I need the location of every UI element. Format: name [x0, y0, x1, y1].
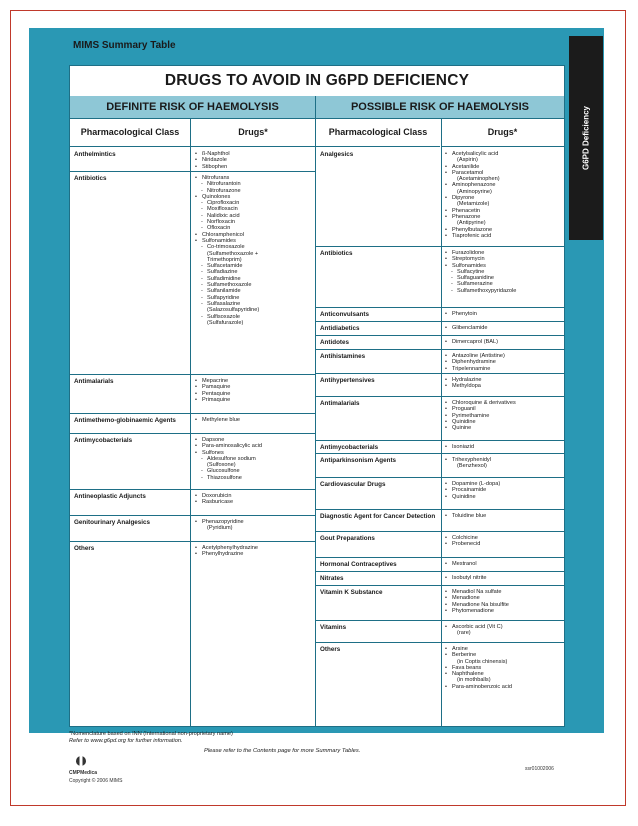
- drug-item: • Mestranol: [445, 561, 477, 567]
- pharmacological-class: Antiparkinsonism Agents: [320, 457, 397, 464]
- drug-item: • Phenazopyridine: [195, 519, 244, 525]
- logo-text: CMPMedica: [69, 770, 98, 776]
- drug-item: • Tripelennamine: [445, 366, 505, 372]
- drug-item: (Pyridium): [207, 525, 233, 532]
- drug-list: [445, 377, 482, 390]
- side-tab-label: G6PD Deficiency: [581, 105, 591, 171]
- drug-list: [195, 378, 230, 403]
- drug-item: - Sulfadiazine: [195, 269, 259, 275]
- drug-item: • Niridazole: [195, 157, 230, 163]
- pharmacological-class: Nitrates: [320, 575, 344, 582]
- drug-item: • Naphthalene: [445, 671, 512, 677]
- document-code: ssr01002006: [525, 766, 554, 772]
- drug-item: (Sulfamethoxazole +: [207, 250, 259, 257]
- drug-item: (Acetaminophen): [457, 176, 500, 183]
- drug-item: (Metamizole): [457, 201, 490, 208]
- g6pd-drug-table: [69, 65, 565, 727]
- pharmacological-class: Vitamins: [320, 624, 347, 631]
- pharmacological-class: Antidotes: [320, 339, 350, 346]
- drug-item: - Ciprofloxacin: [195, 200, 259, 206]
- drug-item: • Para-aminosalicylic acid: [195, 443, 262, 449]
- drug-item: • Pamaquine: [195, 384, 230, 390]
- drug-item: • Berberine: [445, 652, 512, 658]
- drug-item: • Menadione: [445, 595, 509, 601]
- drug-item: • Dapsone: [195, 437, 262, 443]
- drug-item: • Sulfonamides: [445, 263, 516, 269]
- drug-item: - Sulfamethoxazole: [195, 282, 259, 288]
- pharmacological-class: Antihypertensives: [320, 377, 375, 384]
- drug-item: • Doxorubicin: [195, 493, 233, 499]
- drug-item: • Sulfonamides: [195, 238, 259, 244]
- pharmacological-class: Antimalarials: [74, 378, 114, 385]
- drug-list: [445, 457, 491, 470]
- drug-item: • Isobutyl nitrite: [445, 575, 487, 581]
- cmpmedica-logo: [67, 754, 107, 778]
- pharmacological-class: Antimethemo-globinaemic Agents: [74, 417, 176, 424]
- drug-item: • Dimercaprol (BAL): [445, 339, 498, 345]
- drug-item: (Aspirin): [457, 157, 478, 164]
- drug-item: - Nitrofurazone: [195, 188, 259, 194]
- drug-item: • Mepacrine: [195, 378, 230, 384]
- footnote-reference-link[interactable]: Refer to www.g6pd.org for further information.: [69, 737, 183, 744]
- drug-list: [445, 646, 512, 690]
- drug-item: • Acetanilide: [445, 164, 500, 170]
- drug-item: - Sulfacetamide: [195, 263, 259, 269]
- drug-item: - Glucosulfone: [195, 468, 262, 474]
- copyright-text: Copyright © 2006 MIMS: [69, 778, 123, 784]
- drug-list: [445, 151, 500, 239]
- footnote-nomenclature: *Nomenclature based on INN (International non-proprietary name): [69, 731, 233, 737]
- table-row: [70, 172, 315, 375]
- drug-item: • Paracetamol: [445, 170, 500, 176]
- table-title: DRUGS TO AVOID IN G6PD DEFICIENCY: [70, 66, 564, 97]
- pharmacological-class: Genitourinary Analgesics: [74, 519, 151, 526]
- drug-item: • Methylene blue: [195, 417, 240, 423]
- drug-list: [445, 589, 509, 614]
- drug-item: • Streptomycin: [445, 256, 516, 262]
- pharmacological-class: Analgesics: [320, 151, 354, 158]
- contents-note: Please refer to the Contents page for more Summary Tables.: [204, 748, 361, 754]
- drug-item: • Sulfones: [195, 450, 262, 456]
- drug-item: - Sulfapyridine: [195, 295, 259, 301]
- drug-list: [445, 400, 516, 431]
- drug-item: - Sulfamethoxypyridazole: [445, 288, 516, 294]
- pharmacological-class: Antihistamines: [320, 353, 366, 360]
- drug-item: • Menadiol Na sulfate: [445, 589, 509, 595]
- drug-item: • Trihexyphenidyl: [445, 457, 491, 463]
- drug-list: [445, 311, 477, 317]
- drug-item: (in Coptis chinensis): [457, 658, 508, 665]
- drug-item: - Sulfaguanidine: [445, 275, 516, 281]
- drug-item: • Hydralazine: [445, 377, 482, 383]
- drug-list: [445, 513, 486, 519]
- drug-item: • Phytomenadione: [445, 608, 509, 614]
- drug-item: Trimethoprim): [207, 256, 242, 263]
- drug-item: • Acetylphenylhydrazine: [195, 545, 258, 551]
- drug-list: [445, 561, 477, 567]
- drug-item: (rare): [457, 630, 471, 637]
- drug-list: [445, 624, 503, 637]
- drug-item: • Menadione Na bisulfite: [445, 602, 509, 608]
- drug-item: - Nalidixic acid: [195, 213, 259, 219]
- drug-item: • Quinidine: [445, 419, 516, 425]
- drug-item: - Sulfisoxazole: [195, 314, 259, 320]
- pharmacological-class: Antimycobacterials: [320, 444, 379, 451]
- drug-item: • Dopamine (L-dopa): [445, 481, 500, 487]
- drug-list: [445, 535, 480, 548]
- drug-item: - Norfloxacin: [195, 219, 259, 225]
- drug-item: • Quinolones: [195, 194, 259, 200]
- drug-item: (Sulfafurazole): [207, 319, 244, 326]
- drug-item: • Acetylsalicylic acid: [445, 151, 500, 157]
- table-row: [70, 542, 315, 728]
- pharmacological-class: Antidiabetics: [320, 325, 360, 332]
- drug-item: • Aminophenazone: [445, 182, 500, 188]
- drug-item: (Antipyrine): [457, 220, 486, 227]
- drug-list: [445, 575, 487, 581]
- pharmacological-class: Anthelmintics: [74, 151, 116, 158]
- drug-item: • Phenylbutazone: [445, 227, 500, 233]
- drug-list: [195, 545, 258, 558]
- drug-item: • Fava beans: [445, 665, 512, 671]
- drug-item: • Phenytoin: [445, 311, 477, 317]
- right-class-column-header: Pharmacological Class: [316, 118, 440, 147]
- drug-item: • Primaquine: [195, 397, 230, 403]
- page-header-title: MIMS Summary Table: [73, 40, 176, 51]
- drug-list: [195, 493, 233, 506]
- pharmacological-class: Antimalarials: [320, 400, 360, 407]
- drug-item: • Colchicine: [445, 535, 480, 541]
- drug-item: • Chloroquine & derivatives: [445, 400, 516, 406]
- drug-item: • Quinidine: [445, 494, 500, 500]
- drug-list: [445, 353, 505, 372]
- drug-list: [445, 481, 500, 500]
- drug-item: • Phenazone: [445, 214, 500, 220]
- drug-item: - Sulfamerazine: [445, 281, 516, 287]
- drug-list: [195, 175, 259, 326]
- drug-item: • Antazoline (Antistine): [445, 353, 505, 359]
- drug-item: • Pentaquine: [195, 391, 230, 397]
- drug-list: [195, 151, 230, 170]
- drug-item: • Stibophen: [195, 164, 230, 170]
- left-class-column-header: Pharmacological Class: [70, 118, 190, 147]
- drug-item: • Methyldopa: [445, 383, 482, 389]
- drug-item: - Sulfasalazine: [195, 301, 259, 307]
- drug-item: • Nitrofurans: [195, 175, 259, 181]
- drug-list: [445, 325, 487, 331]
- possible-risk-heading: POSSIBLE RISK OF HAEMOLYSIS: [316, 96, 564, 119]
- drug-item: • Probenecid: [445, 541, 480, 547]
- drug-item: - Sulfanilamide: [195, 288, 259, 294]
- drug-item: • Chloramphenicol: [195, 232, 259, 238]
- right-drugs-column-header: Drugs*: [441, 118, 564, 147]
- drug-item: • Isoniazid: [445, 444, 474, 450]
- left-drugs-column-header: Drugs*: [191, 118, 315, 147]
- drug-item: • Diphenhydramine: [445, 359, 505, 365]
- drug-item: - Thiazosulfone: [195, 475, 262, 481]
- drug-item: • Furazolidone: [445, 250, 516, 256]
- drug-item: (Aminopyrine): [457, 188, 492, 195]
- table-row: [316, 643, 564, 736]
- drug-item: - Aldesulfone sodium: [195, 456, 262, 462]
- drug-item: • ß-Naphthol: [195, 151, 230, 157]
- drug-item: - Ofloxacin: [195, 225, 259, 231]
- pharmacological-class: Others: [74, 545, 95, 552]
- pharmacological-class: Diagnostic Agent for Cancer Detection: [320, 513, 436, 520]
- drug-list: [445, 339, 498, 345]
- drug-list: [195, 519, 244, 532]
- pharmacological-class: Antineoplastic Adjuncts: [74, 493, 146, 500]
- drug-item: (Benzhexol): [457, 463, 487, 470]
- drug-item: • Pyrimethamine: [445, 413, 516, 419]
- pharmacological-class: Antibiotics: [320, 250, 353, 257]
- pharmacological-class: Hormonal Contraceptives: [320, 561, 397, 568]
- drug-item: • Para-aminobenzoic acid: [445, 684, 512, 690]
- drug-item: - Co-trimoxazole: [195, 244, 259, 250]
- footnote: [69, 731, 233, 744]
- section-side-tab: [569, 36, 603, 240]
- drug-list: [445, 444, 474, 450]
- pharmacological-class: Antimycobacterials: [74, 437, 133, 444]
- definite-risk-heading: DEFINITE RISK OF HAEMOLYSIS: [70, 96, 315, 119]
- drug-item: (Sulfoxone): [207, 462, 236, 469]
- drug-item: - Moxifloxacin: [195, 206, 259, 212]
- drug-item: (in mothballs): [457, 677, 491, 684]
- drug-item: - Nitrofurantoin: [195, 181, 259, 187]
- pharmacological-class: Antibiotics: [74, 175, 107, 182]
- drug-item: • Toluidine blue: [445, 513, 486, 519]
- drug-item: • Proguanil: [445, 406, 516, 412]
- drug-item: • Arsine: [445, 646, 512, 652]
- drug-item: • Phenylhydrazine: [195, 551, 258, 557]
- table-row: [316, 148, 564, 247]
- drug-item: • Procainamide: [445, 487, 500, 493]
- drug-item: (Salazosulfapyridine): [207, 307, 260, 314]
- drug-list: [195, 437, 262, 481]
- drug-item: • Dipyrone: [445, 195, 500, 201]
- pharmacological-class: Cardiovascular Drugs: [320, 481, 386, 488]
- drug-list: [195, 417, 240, 423]
- drug-list: [445, 250, 516, 294]
- pharmacological-class: Vitamin K Substance: [320, 589, 383, 596]
- drug-item: • Rasburicase: [195, 499, 233, 505]
- pharmacological-class: Others: [320, 646, 341, 653]
- pharmacological-class: Gout Preparations: [320, 535, 375, 542]
- drug-item: • Tiaprofenic acid: [445, 233, 500, 239]
- pharmacological-class: Anticonvulsants: [320, 311, 369, 318]
- drug-item: • Glibenclamide: [445, 325, 487, 331]
- drug-item: • Phenacetin: [445, 208, 500, 214]
- drug-item: • Quinine: [445, 425, 516, 431]
- drug-item: • Ascorbic acid (Vit C): [445, 624, 503, 630]
- drug-item: - Sulfadimidine: [195, 276, 259, 282]
- drug-item: - Sulfacytine: [445, 269, 516, 275]
